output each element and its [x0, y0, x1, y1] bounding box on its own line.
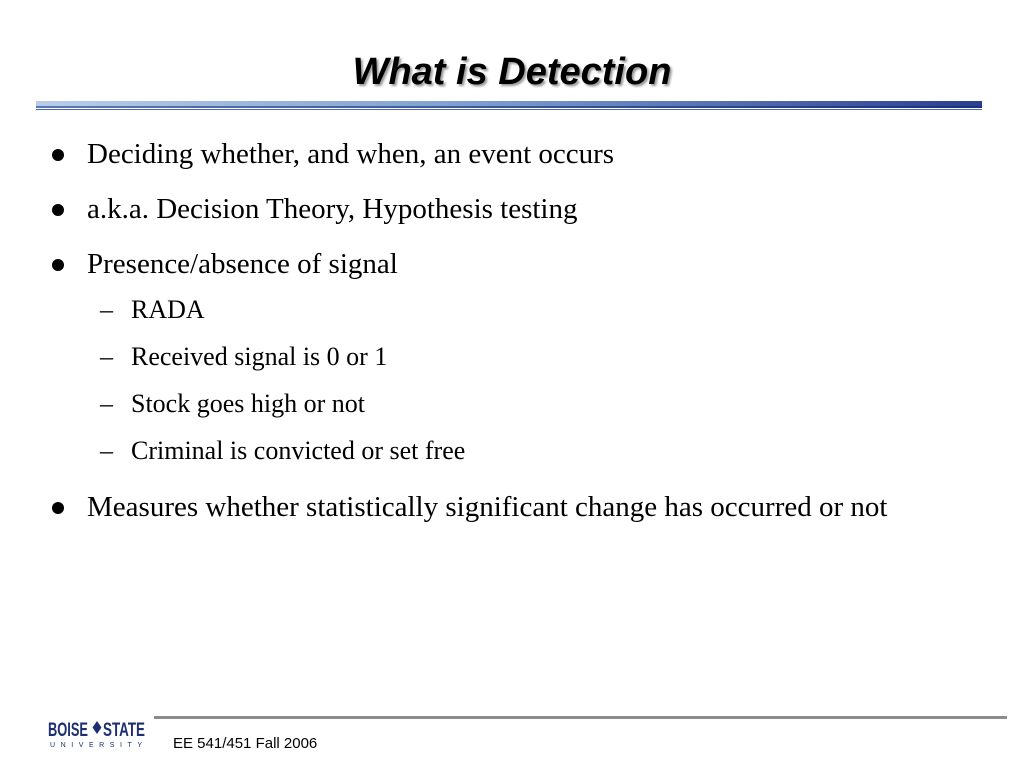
bullet-dot-icon [52, 259, 64, 271]
slide-title: What is Detection [352, 51, 672, 93]
footer-divider [154, 716, 1007, 719]
sub-bullet-dash-icon: – [100, 295, 113, 324]
sub-bullet-text: Stock goes high or not [131, 389, 365, 418]
boise-state-logo [48, 716, 148, 750]
title-divider [36, 101, 982, 111]
bullet-text: Measures whether statistically significant change has occurred or not [87, 491, 888, 523]
logo-wordmark-right: STATE [103, 720, 145, 741]
sub-bullet-dash-icon: – [100, 436, 113, 465]
logo-wordmark-left: BOISE [48, 720, 88, 741]
footer-course-label: EE 541/451 Fall 2006 [173, 735, 318, 752]
bullet-text: a.k.a. Decision Theory, Hypothesis testing [87, 193, 578, 225]
bullet-text: Presence/absence of signal [87, 248, 398, 280]
title-divider-thin-line [36, 109, 982, 110]
bullet-item [52, 135, 952, 173]
sub-bullet-dash-icon: – [100, 389, 113, 418]
sub-bullet-item [100, 388, 365, 420]
sub-bullet-dash-icon: – [100, 342, 113, 371]
bullet-text: Deciding whether, and when, an event occurs [87, 138, 615, 170]
bullet-item [52, 488, 952, 526]
logo-diamond-mark [93, 721, 102, 734]
sub-bullet-text: RADA [131, 295, 205, 324]
sub-bullet-item [100, 294, 205, 326]
sub-bullet-item [100, 435, 465, 467]
bullet-dot-icon [52, 204, 64, 216]
bullet-dot-icon [52, 149, 64, 161]
bullet-item [52, 245, 952, 283]
sub-bullet-text: Criminal is convicted or set free [131, 436, 466, 465]
bullet-item [52, 190, 952, 228]
sub-bullet-text: Received signal is 0 or 1 [131, 342, 388, 371]
boise-state-logo-icon [48, 716, 148, 750]
bullet-dot-icon [52, 502, 64, 514]
title-divider-dark-line [36, 106, 982, 108]
sub-bullet-item [100, 341, 387, 373]
logo-wordmark-sub: UNIVERSITY [50, 742, 142, 749]
